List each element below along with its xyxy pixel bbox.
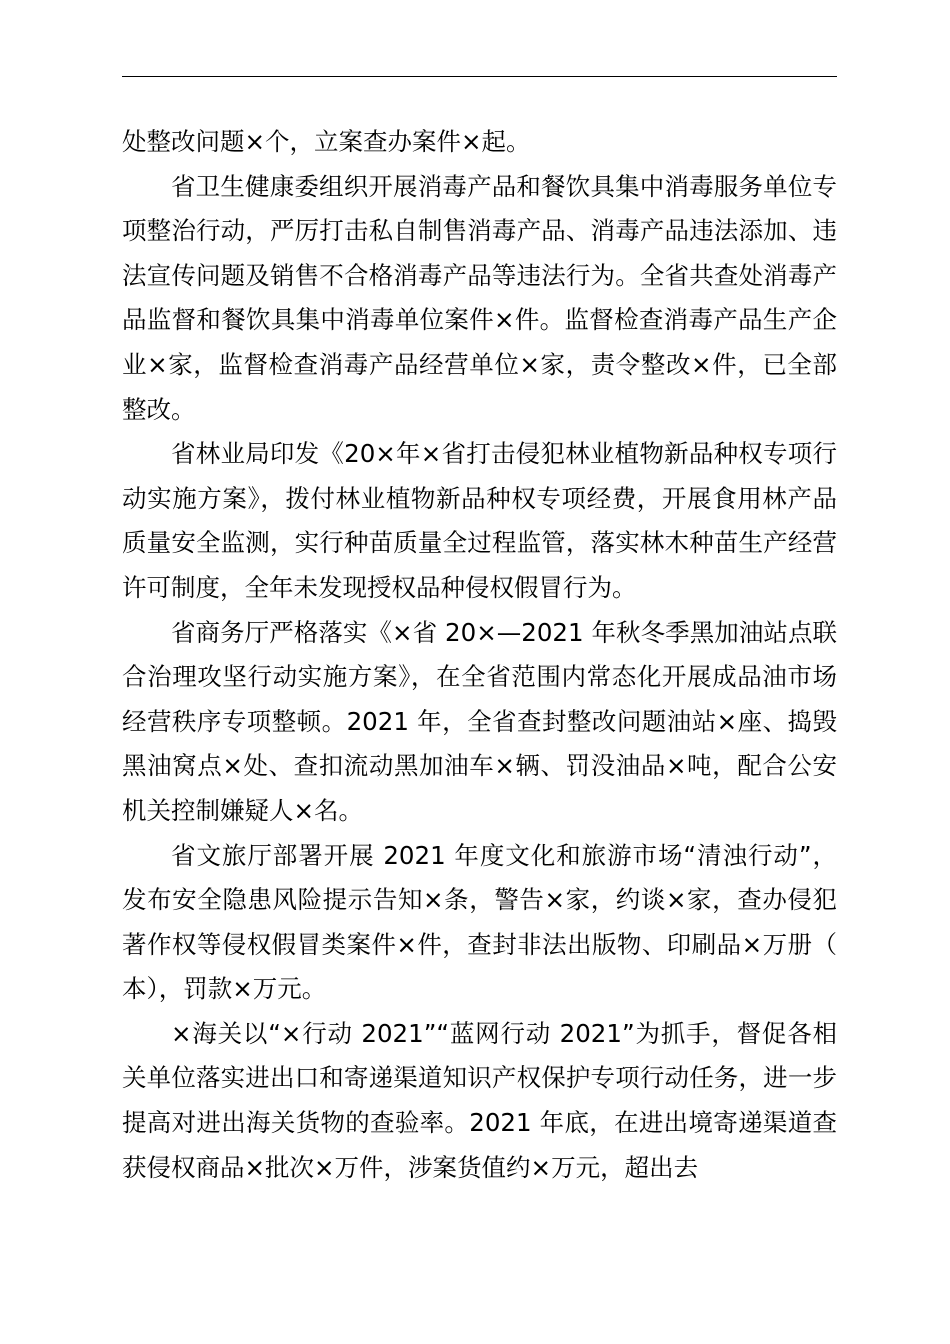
paragraph-continuation: 处整改问题×个，立案查办案件×起。	[122, 127, 531, 156]
paragraph-culture-tourism-department: 省文旅厅部署开展 2021 年度文化和旅游市场“清浊行动”，发布安全隐患风险提示告知×条，警告×家，约谈×家，查办侵犯著作权等侵权假冒类案件×件，查封非法出版物、印刷品×万册（本），罚款×万元。	[122, 840, 837, 1004]
paragraph-health-commission: 省卫生健康委组织开展消毒产品和餐饮具集中消毒服务单位专项整治行动，严厉打击私自制售消毒产品、消毒产品违法添加、违法宣传问题及销售不合格消毒产品等违法行为。全省共查处消毒产品监督和餐饮具集中消毒单位案件×件。监督检查消毒产品生产企业×家，监督检查消毒产品经营单位×家，责令整改×件，已全部整改。	[122, 171, 837, 424]
header-rule	[122, 76, 837, 77]
paragraph-forestry-bureau: 省林业局印发《20×年×省打击侵犯林业植物新品种权专项行动实施方案》，拨付林业植物新品种权专项经费，开展食用林产品质量安全监测，实行种苗质量全过程监管，落实林木种苗生产经营许可制度，全年未发现授权品种侵权假冒行为。	[122, 439, 837, 602]
body-text	[122, 120, 837, 1190]
paragraph-commerce-department: 省商务厅严格落实《×省 20×—2021 年秋冬季黑加油站点联合治理攻坚行动实施方案》，在全省范围内常态化开展成品油市场经营秩序专项整顿。2021 年，全省查封整改问题油站×座、捣毁黑油窝点×处、查扣流动黑加油车×辆、罚没油品×吨，配合公安机关控制嫌疑人×名。	[122, 617, 837, 825]
paragraph-customs: ×海关以“×行动 2021”“蓝网行动 2021”为抓手，督促各相关单位落实进出口和寄递渠道知识产权保护专项行动任务，进一步提高对进出海关货物的查验率。2021 年底，在进出境寄递渠道查获侵权商品×批次×万件，涉案货值约×万元，超出去	[122, 1018, 837, 1182]
